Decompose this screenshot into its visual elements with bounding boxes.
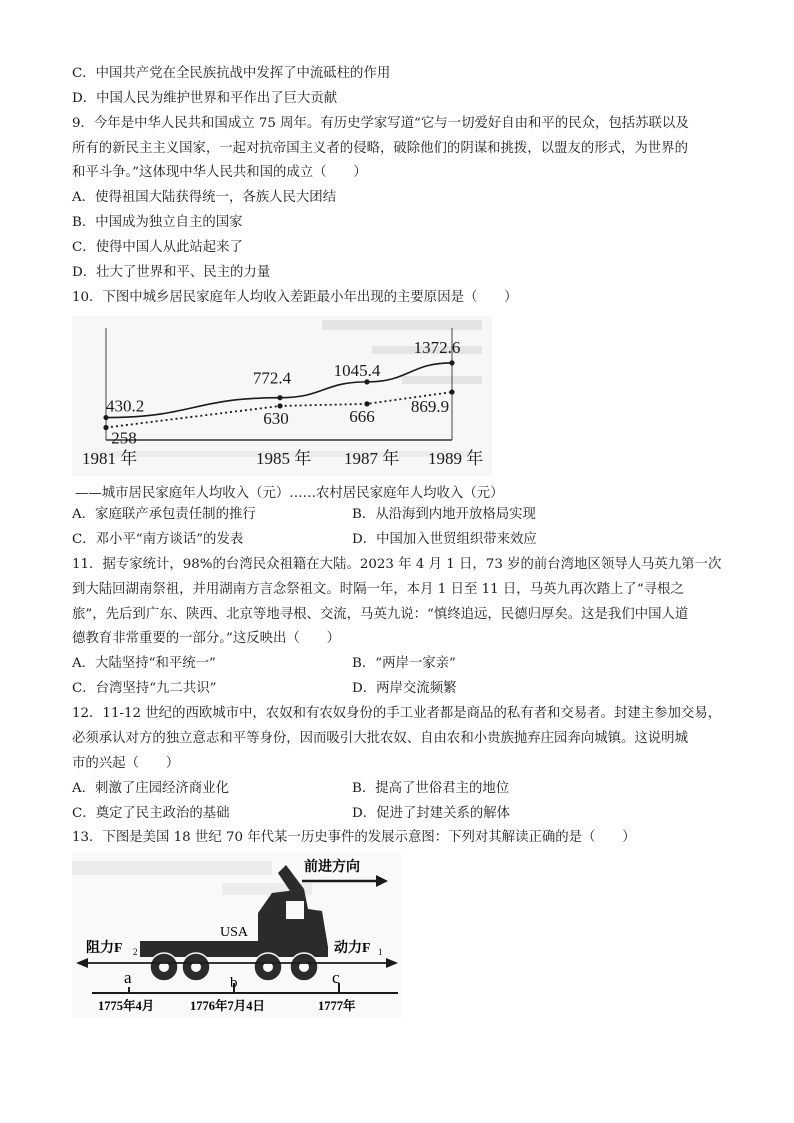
point-b: b	[230, 975, 238, 991]
q8-option-c: C．中国共产党在全民族抗战中发挥了中流砥柱的作用	[72, 66, 391, 81]
rural-label-3: 869.9	[410, 397, 450, 417]
q11-option-c: C．台湾坚持“九二共识”	[72, 681, 217, 696]
q9-option-c: C．使得中国人从此站起来了	[72, 240, 243, 255]
x-tick-2: 1987 年	[344, 449, 400, 468]
q10-option-d: D．中国加入世贸组织带来效应	[352, 532, 537, 547]
q11-option-d: D．两岸交流频繁	[352, 681, 457, 696]
truck-diagram	[72, 853, 402, 1018]
point-c: c	[332, 968, 340, 987]
date-b: 1776年7月4日	[190, 999, 266, 1013]
urban-label-0: 430.2	[106, 396, 145, 416]
x-tick-0: 1981 年	[82, 449, 138, 468]
q11-stem-line4: 德教育非常重要的一部分。”这反映出（ ）	[72, 631, 340, 646]
rural-point-0	[103, 425, 108, 430]
q10-stem: 10．下图中城乡居民家庭年人均收入差距最小年出现的主要原因是（ ）	[72, 290, 518, 305]
q9-option-b: B．中国成为独立自主的国家	[72, 215, 243, 230]
rural-point-1	[277, 403, 282, 408]
rural-label-2: 666	[349, 406, 375, 426]
q12-option-d: D．促进了封建关系的解体	[352, 806, 511, 821]
forward-label: 前进方向	[304, 860, 360, 875]
q10-option-b: B．从沿海到内地开放格局实现	[352, 507, 536, 522]
urban-label-1: 772.4	[252, 368, 292, 388]
income-chart	[72, 316, 492, 476]
q13-stem: 13．下图是美国 18 世纪 70 年代某一历史事件的发展示意图：下列对其解读正确的是（ ）	[72, 830, 636, 845]
resist-label: 阻力F	[86, 941, 123, 956]
q11-stem-line1: 11．据专家统计，98%的台湾民众祖籍在大陆。2023 年 4 月 1 日，73 岁的前台湾地区领导人马英九第一次	[72, 557, 722, 572]
q10-option-c: C．邓小平“南方谈话”的发表	[72, 532, 244, 547]
power-subscript: 1	[378, 947, 383, 957]
rural-point-2	[364, 401, 369, 406]
power-label: 动力F	[334, 941, 371, 956]
q9-stem-line1: 9．今年是中华人民共和国成立 75 周年。有历史学家写道“它与一切爱好自由和平的民众，包括苏联以及	[72, 116, 689, 131]
resist-subscript: 2	[133, 947, 138, 957]
q12-stem-line3: 市的兴起（ ）	[72, 756, 180, 771]
q9-option-a: A．使得祖国大陆获得统一，各族人民大团结	[72, 190, 337, 205]
rural-label-1: 630	[263, 408, 289, 428]
q9-stem-line3: 和平斗争。”这体现中华人民共和国的成立（ ）	[72, 165, 367, 180]
urban-label-3: 1372.6	[413, 337, 461, 357]
usa-label: USA	[220, 925, 249, 940]
q12-option-b: B．提高了世俗君主的地位	[352, 781, 510, 796]
q9-option-d: D．壮大了世界和平、民主的力量	[72, 265, 271, 280]
chart-legend: ——城市居民家庭年人均收入（元）……农村居民家庭年人均收入（元）	[75, 486, 504, 501]
urban-point-3	[449, 360, 454, 365]
q9-stem-line2: 所有的新民主主义国家，一起对抗帝国主义者的侵略，破除他们的阴谋和挑拨，以盟友的形式，为世界的	[72, 141, 688, 156]
q10-option-a: A．家庭联产承包责任制的推行	[72, 507, 256, 522]
date-c: 1777年	[318, 999, 356, 1013]
urban-label-2: 1045.4	[333, 360, 381, 380]
q12-stem-line1: 12．11-12 世纪的西欧城市中，农奴和有农奴身份的手工业者都是商品的私有者和交易者。封建主参加交易，	[72, 706, 722, 721]
x-tick-3: 1989 年	[428, 449, 484, 468]
date-a: 1775年4月	[98, 999, 155, 1013]
q12-stem-line2: 必须承认对方的独立意志和平等身份，因而吸引大批农奴、自由农和小贵族抛弃庄园奔向城镇。这说明城	[72, 731, 688, 746]
point-a: a	[124, 968, 132, 987]
q8-option-d: D．中国人民为维护世界和平作出了巨大贡献	[72, 91, 338, 106]
x-tick-1: 1985 年	[256, 449, 312, 468]
q12-option-a: A．刺激了庄园经济商业化	[72, 781, 229, 796]
urban-point-1	[277, 395, 282, 400]
urban-point-2	[364, 379, 369, 384]
urban-point-0	[103, 415, 108, 420]
q11-stem-line3: 旅”，先后到广东、陕西、北京等地寻根、交流，马英九说：“慎终追远，民德归厚矣。这是我们中国人道	[72, 607, 689, 622]
q11-option-a: A．大陆坚持“和平统一”	[72, 656, 216, 671]
q12-option-c: C．奠定了民主政治的基础	[72, 806, 230, 821]
q11-stem-line2: 到大陆回湖南祭祖，并用湖南方言念祭祖文。时隔一年，本月 1 日至 11 日，马英九再次踏上了“寻根之	[72, 582, 684, 597]
rural-point-3	[449, 389, 454, 394]
q11-option-b: B．“两岸一家亲”	[352, 656, 456, 671]
rural-label-0: 258	[111, 428, 137, 448]
